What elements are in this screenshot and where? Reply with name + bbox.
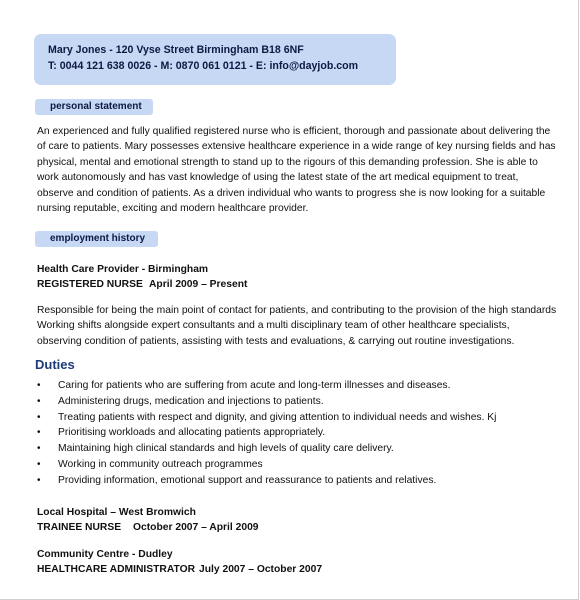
job-3-dates: July 2007 – October 2007 — [199, 564, 323, 575]
list-item — [37, 473, 557, 489]
list-item — [37, 378, 557, 394]
job-1-responsibilities — [37, 303, 557, 349]
duty-text: Treating patients with respect and dignity, and giving attention to individual needs and wishes. Kj — [58, 411, 497, 423]
job-2-employer: Local Hospital – West Bromwich — [37, 507, 196, 518]
contact-phone-email: T: 0044 121 638 0026 - M: 0870 061 0121 - E: info@dayjob.com — [48, 60, 359, 72]
duty-text: Providing information, emotional support and reassurance to patients and relatives. — [58, 474, 437, 486]
job-1-responsibilities-text: Responsible for being the main point of contact for patients, and contributing to the provision of the high standards Working shifts alongside expert consultants and a multi disciplinary team of other healthcare specialists, observing condition of patients, assisting with tests and evaluations, & carrying out routine investigations. — [37, 305, 557, 347]
personal-statement-paragraph: An experienced and fully qualified registered nurse who is efficient, thorough and passionate about delivering the of care to patients. Mary possesses extensive healthcare experience in a wide range of key nursing fields and has physical, mental and emotional strength to stand up to the rigours of this demanding profession. She is able to work autonomously and has vast knowledge of using the latest state of the art medical equipment to treat, observe and condition of patients. As a driven individual who wants to progress she is now looking for a suitable nursing reputable, exciting and modern healthcare provider. — [37, 126, 556, 215]
duty-text: Working in community outreach programmes — [58, 458, 263, 470]
bullet-icon: • — [37, 443, 41, 455]
job-3-employer: Community Centre - Dudley — [37, 549, 173, 560]
list-item — [37, 457, 557, 473]
duty-text: Maintaining high clinical standards and high levels of quality care delivery. — [58, 443, 394, 455]
bullet-icon: • — [37, 458, 41, 470]
bullet-icon: • — [37, 474, 41, 486]
job-3-title: HEALTHCARE ADMINISTRATOR — [37, 564, 196, 575]
bullet-icon: • — [37, 427, 41, 439]
job-2-title: TRAINEE NURSE — [37, 522, 122, 533]
duties-list — [37, 378, 557, 489]
employment-history-label: employment history — [35, 231, 158, 247]
job-1-employer: Health Care Provider - Birmingham — [37, 264, 209, 275]
bullet-icon: • — [37, 411, 41, 423]
duties-heading: Duties — [35, 357, 75, 372]
list-item — [37, 441, 557, 457]
duty-text: Administering drugs, medication and injections to patients. — [58, 395, 324, 407]
bullet-icon: • — [37, 380, 41, 391]
contact-name-address: Mary Jones - 120 Vyse Street Birmingham B18 6NF — [48, 44, 304, 56]
list-item — [37, 394, 557, 410]
job-1-dates: April 2009 – Present — [149, 279, 248, 290]
list-item — [37, 425, 557, 441]
duty-text: Caring for patients who are suffering from acute and long-term illnesses and diseases. — [58, 380, 451, 391]
job-1-title: REGISTERED NURSE — [37, 279, 143, 290]
bullet-icon: • — [37, 395, 41, 407]
job-2-dates: October 2007 – April 2009 — [133, 522, 259, 533]
personal-statement-label: personal statement — [35, 99, 153, 115]
personal-statement-text — [37, 124, 557, 216]
duty-text: Prioritising workloads and allocating patients appropriately. — [58, 427, 326, 439]
list-item — [37, 410, 557, 426]
